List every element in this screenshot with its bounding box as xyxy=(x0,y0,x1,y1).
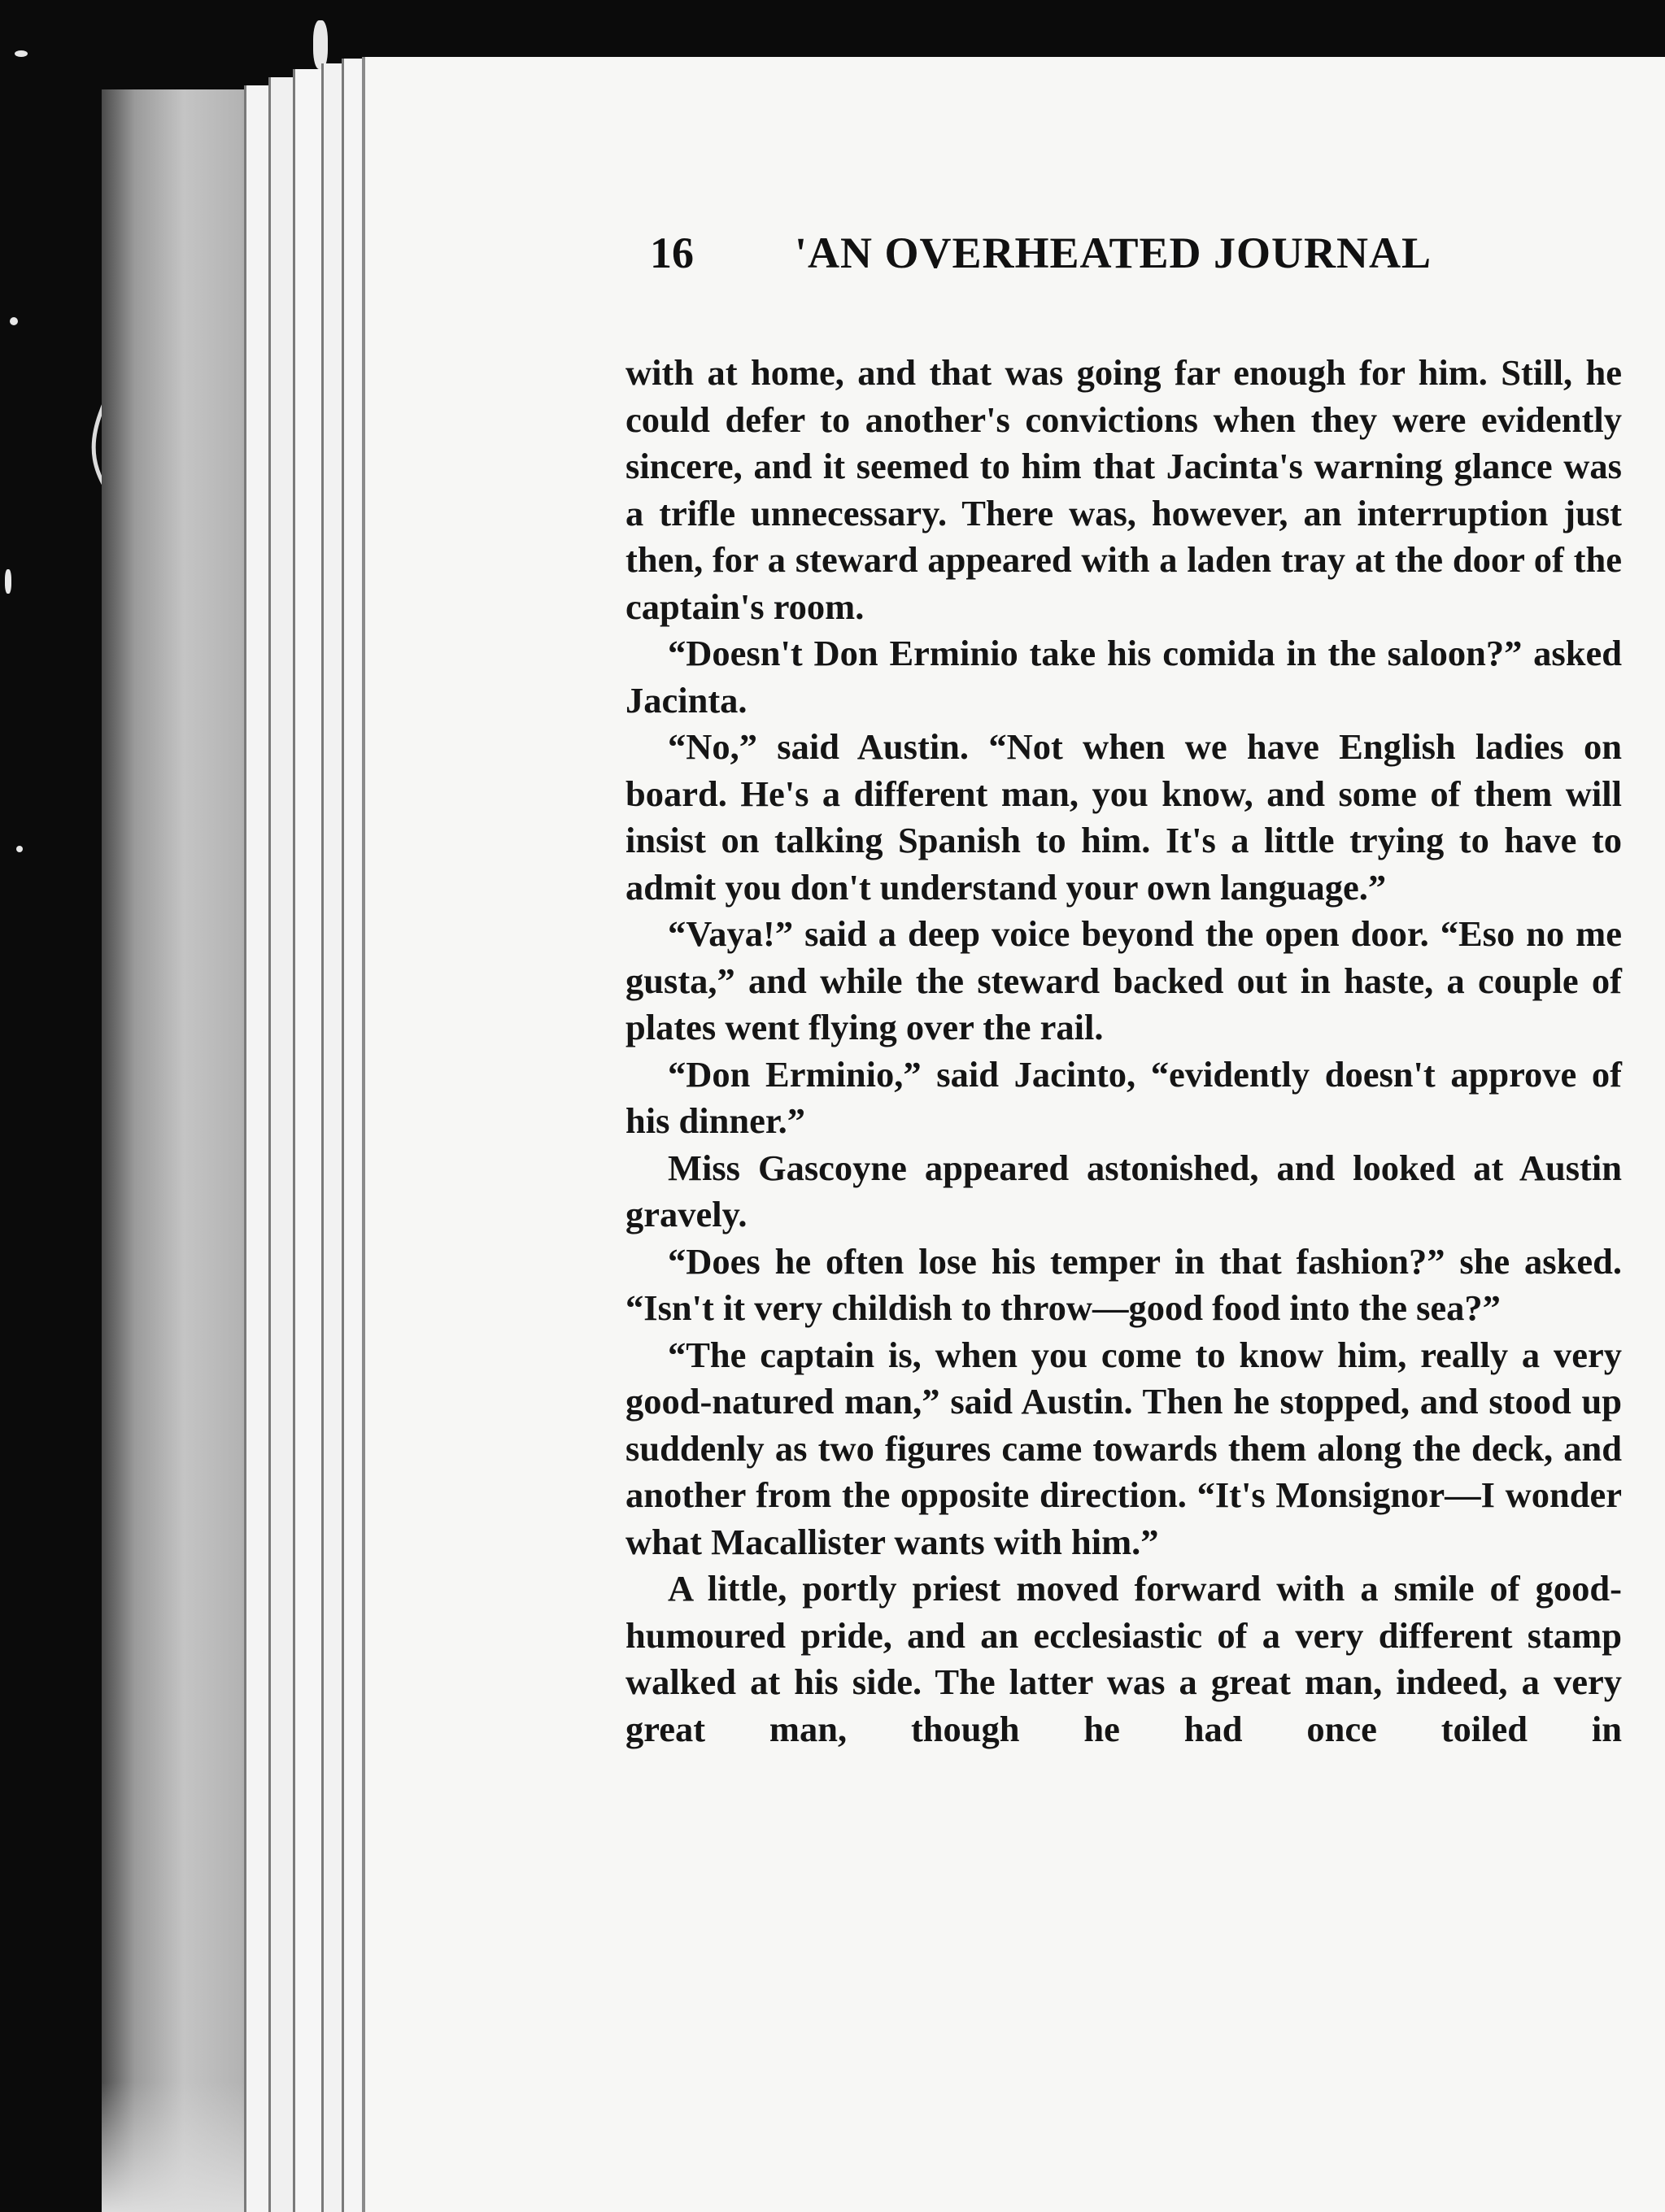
paragraph: with at home, and that was going far enough for him. Still, he could defer to another's convictions when they were evidently sincere, and it seemed to him that Jacinta's warning glance was a trifle unnecessary. There was, however, an interruption just then, for a steward appeared with a laden tray at the door of the captain's room. xyxy=(625,352,1622,627)
scan-speck xyxy=(10,317,18,325)
paragraph: “Does he often lose his temper in that fashion?” she asked. “Isn't it very childish to throw—good food into the sea?” xyxy=(625,1240,1622,1328)
scan-speck xyxy=(16,846,23,852)
paragraph: “The captain is, when you come to know him, really a very good-natured man,” said Austin. Then he stopped, and stood up suddenly as two figures came towards them along the deck, and another from the opposite direction. “It's Monsignor—I wonder what Macallister wants with him.” xyxy=(625,1334,1622,1562)
book-page xyxy=(362,57,1665,2212)
scan-speck xyxy=(5,569,11,594)
paragraph: “No,” said Austin. “Not when we have English ladies on board. He's a different man, you know, and some of them will insist on talking Spanish to him. It's a little trying to have to admit you don't understand your own language.” xyxy=(625,726,1622,908)
page-header xyxy=(650,228,1463,293)
running-head: 'AN OVERHEATED JOURNAL xyxy=(795,229,1432,277)
paragraph: “Don Erminio,” said Jacinto, “evidently doesn't approve of his dinner.” xyxy=(625,1053,1622,1141)
paragraph: A little, portly priest moved forward with a smile of good-humoured pride, and an ecclesiastic of a very different stamp walked at his side. The latter was a great man, indeed, a very great man, though he had once toiled in xyxy=(625,1568,1622,1749)
paragraph: Miss Gascoyne appeared astonished, and looked at Austin gravely. xyxy=(625,1147,1622,1234)
paragraph: “Doesn't Don Erminio take his comida in the saloon?” asked Jacinta. xyxy=(625,633,1622,721)
scan-speck xyxy=(313,20,328,69)
body-text xyxy=(625,350,1622,1753)
page-number: 16 xyxy=(650,229,694,277)
scan-speck xyxy=(15,50,28,57)
paragraph: “Vaya!” said a deep voice beyond the open door. “Eso no me gusta,” and while the steward backed out in haste, a couple of plates went flying over the rail. xyxy=(625,913,1622,1047)
